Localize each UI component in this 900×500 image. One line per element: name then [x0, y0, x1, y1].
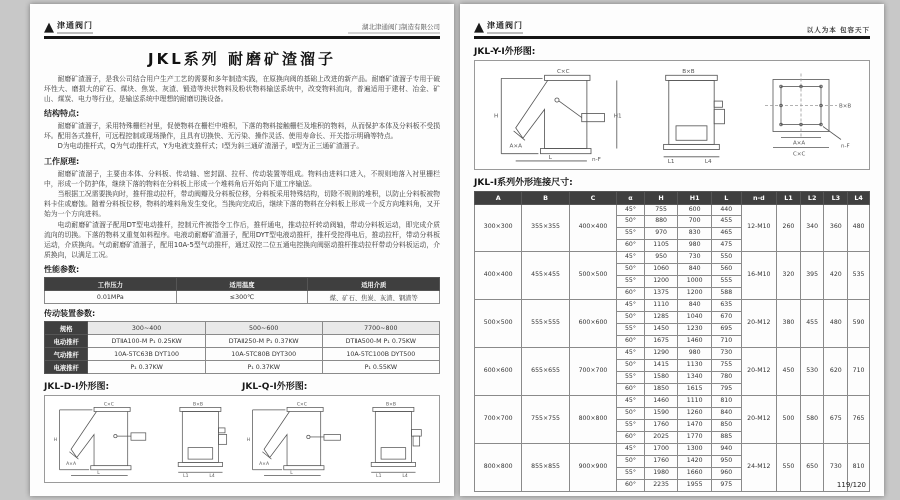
dims-l1-cell: 260: [777, 204, 801, 252]
dims-a-cell: 700×700: [475, 396, 522, 444]
dims-h-cell: 1060: [644, 264, 678, 276]
dims-l-cell: 635: [711, 300, 741, 312]
dims-nd-cell: 20-M12: [741, 300, 777, 348]
dims-heading: JKL-Ⅰ系列外形连接尺寸:: [474, 177, 573, 188]
dims-l3-cell: 620: [824, 348, 848, 396]
dims-h1-cell: 840: [678, 300, 712, 312]
drive-value-cell: DTⅡA500-M P₁ 0.75KW: [322, 335, 439, 348]
drawing-d-side-view: [49, 400, 160, 478]
dims-angle-cell: 55°: [617, 228, 645, 240]
dim-label: L: [548, 154, 552, 161]
outline-y-heading: JKL-Y-Ⅰ外形图:: [474, 46, 536, 57]
dims-l-cell: 465: [711, 228, 741, 240]
drive-value-cell: P₁ 0.37KW: [205, 361, 322, 374]
dims-h-cell: 1760: [644, 456, 678, 468]
outline-q-heading: JKL-Q-Ⅰ外形图:: [242, 382, 308, 393]
dims-l4-cell: 590: [848, 300, 870, 348]
dim-label: C×C: [103, 403, 114, 409]
dims-l3-cell: 675: [824, 396, 848, 444]
dims-h1-cell: 1615: [678, 384, 712, 396]
dims-l1-cell: 550: [777, 444, 801, 492]
dims-h1-cell: 1200: [678, 288, 712, 300]
dims-header-cell: L: [711, 191, 741, 204]
logo-triangle-icon: ▲: [44, 19, 54, 35]
dims-angle-cell: 60°: [617, 240, 645, 252]
drive-heading: 传动装置参数:: [44, 309, 96, 319]
dim-label: L4: [704, 158, 712, 164]
dims-h1-cell: 1040: [678, 312, 712, 324]
dims-data-row: [475, 348, 870, 360]
performance-value-row: [45, 291, 440, 304]
dims-angle-cell: 55°: [617, 324, 645, 336]
outline-d-heading: JKL-D-Ⅰ外形图:: [44, 382, 110, 393]
dims-l3-cell: 480: [824, 300, 848, 348]
dims-h1-cell: 1000: [678, 276, 712, 288]
dims-h-cell: 1285: [644, 312, 678, 324]
header-rule: [44, 36, 440, 39]
drawing-y-front-view: [640, 66, 744, 164]
dim-label: L: [290, 471, 293, 477]
dim-label: H1: [613, 113, 622, 120]
principle-paragraph-2: 当根据工况需要换向时，推杆推动拉杆，带动阀瓣及分料板位移，分料板采用特殊结构，切除不规则的堆积，以防止分料板被物料卡住或磨蚀。随着分料板位移，物料的堆料角发生变化，当换向完成后，继续下落的物料在分料板上形成一个反方向堆料角，又开始为一个方向进料。: [44, 190, 440, 219]
dims-h-cell: 1460: [644, 396, 678, 408]
header-rule: [474, 36, 870, 39]
drive-row-label: 气动推杆: [45, 348, 88, 361]
dims-header-cell: L3: [824, 191, 848, 204]
dims-nd-cell: 20-M12: [741, 348, 777, 396]
dims-h-cell: 1110: [644, 300, 678, 312]
dims-h1-cell: 830: [678, 228, 712, 240]
dims-l4-cell: 535: [848, 252, 870, 300]
dim-label: A×A: [509, 142, 522, 149]
dims-l2-cell: 650: [800, 444, 824, 492]
dims-h1-cell: 1460: [678, 336, 712, 348]
dims-header-cell: A: [475, 191, 522, 204]
dims-h-cell: 2025: [644, 432, 678, 444]
company-name: 湖北津通阀门制造有限公司: [362, 23, 440, 31]
page-title: JKL系列 耐磨矿渣溜子: [148, 49, 336, 68]
dim-label: L1: [183, 474, 189, 479]
performance-header-row: [45, 278, 440, 291]
dim-label: L1: [667, 158, 675, 164]
drive-row-label: 电液推杆: [45, 361, 88, 374]
dims-h1-cell: 980: [678, 240, 712, 252]
perf-header-cell: 适用温度: [176, 278, 308, 291]
dims-angle-cell: 45°: [617, 348, 645, 360]
dims-angle-cell: 50°: [617, 360, 645, 372]
drive-value-cell: 10A-5TC63B DYT100: [88, 348, 205, 361]
drawing-q-front-view: [353, 400, 435, 478]
dims-angle-cell: 55°: [617, 420, 645, 432]
dims-header-cell: L1: [777, 191, 801, 204]
dim-label: n-F: [591, 156, 601, 163]
left-page: [30, 4, 454, 496]
principle-heading: 工作原理:: [44, 156, 80, 166]
dims-l-cell: 755: [711, 360, 741, 372]
dims-data-row: [475, 444, 870, 456]
dims-angle-cell: 50°: [617, 312, 645, 324]
dims-h-cell: 970: [644, 228, 678, 240]
drive-table-row: [45, 348, 440, 361]
dims-angle-cell: 45°: [617, 204, 645, 216]
logo-subtext-line: [487, 32, 523, 34]
dims-angle-cell: 55°: [617, 276, 645, 288]
dims-h1-cell: 980: [678, 348, 712, 360]
dim-label: A×A: [793, 140, 806, 146]
dims-h1-cell: 1230: [678, 324, 712, 336]
dims-c-cell: 600×600: [569, 300, 616, 348]
dims-h-cell: 755: [644, 204, 678, 216]
dimensions-table: [474, 191, 870, 493]
dims-angle-cell: 55°: [617, 468, 645, 480]
drive-table-row: [45, 361, 440, 374]
dims-l-cell: 555: [711, 276, 741, 288]
dims-a-cell: 800×800: [475, 444, 522, 492]
drawing-y-side-view: [483, 66, 633, 164]
dims-l-cell: 695: [711, 324, 741, 336]
dims-h1-cell: 1130: [678, 360, 712, 372]
dim-label: C×C: [556, 68, 570, 75]
dims-l-cell: 810: [711, 396, 741, 408]
right-page-header: [474, 12, 870, 34]
dims-h-cell: 1200: [644, 276, 678, 288]
dims-h-cell: 1290: [644, 348, 678, 360]
outline-drawings-box-right: [474, 60, 870, 170]
dims-l-cell: 780: [711, 372, 741, 384]
drive-value-cell: P₁ 0.55KW: [322, 361, 439, 374]
perf-header-cell: 适用介质: [308, 278, 440, 291]
dim-label: C×C: [793, 151, 806, 157]
dim-label: B×B: [839, 103, 852, 109]
dims-header-cell: L2: [800, 191, 824, 204]
left-page-header: [44, 12, 440, 34]
dims-l2-cell: 455: [800, 300, 824, 348]
dim-label: B×B: [193, 403, 204, 409]
dims-b-cell: 555×555: [522, 300, 569, 348]
dims-b-cell: 855×855: [522, 444, 569, 492]
features-paragraph-1: 耐磨矿渣溜子，采用特殊栅栏衬里，促使物料在栅栏中堆积，下落的物料接触栅栏及堆积的物料，从而保护本体及分料板不受损坏。配用各式推杆，可远程控制或现场操作，且具有切换快、无污染、操作灵活、使用寿命长、开关指示明确等特点。: [44, 122, 440, 141]
dims-h1-cell: 1660: [678, 468, 712, 480]
dims-h-cell: 1590: [644, 408, 678, 420]
dim-label: L: [97, 471, 100, 477]
drive-table-row: [45, 322, 440, 335]
dims-l-cell: 940: [711, 444, 741, 456]
dims-header-cell: n-d: [741, 191, 777, 204]
drive-value-cell: 10A-5TC100B DYT500: [322, 348, 439, 361]
drive-row-label: 电动推杆: [45, 335, 88, 348]
dims-l1-cell: 450: [777, 348, 801, 396]
dims-angle-cell: 45°: [617, 396, 645, 408]
dims-angle-cell: 60°: [617, 480, 645, 492]
features-heading: 结构特点:: [44, 109, 80, 119]
dims-nd-cell: 20-M12: [741, 396, 777, 444]
dims-nd-cell: 24-M12: [741, 444, 777, 492]
perf-header-cell: 工作压力: [45, 278, 177, 291]
dims-l-cell: 960: [711, 468, 741, 480]
drive-value-cell: 7700~800: [322, 322, 439, 335]
performance-heading: 性能参数:: [44, 265, 80, 275]
dims-l-cell: 850: [711, 420, 741, 432]
dims-angle-cell: 50°: [617, 456, 645, 468]
dims-angle-cell: 45°: [617, 252, 645, 264]
dims-data-row: [475, 396, 870, 408]
company-slogan: 以人为本 包容天下: [806, 26, 870, 34]
drive-value-cell: 500~600: [205, 322, 322, 335]
dims-l-cell: 795: [711, 384, 741, 396]
dim-label: n-F: [841, 143, 850, 149]
drive-value-cell: DTAⅡ250-M P₁ 0.37KW: [205, 335, 322, 348]
dims-h1-cell: 1955: [678, 480, 712, 492]
dims-l-cell: 550: [711, 252, 741, 264]
dims-angle-cell: 45°: [617, 444, 645, 456]
logo-subtext-line: [57, 32, 93, 34]
dims-h1-cell: 1340: [678, 372, 712, 384]
dims-a-cell: 300×300: [475, 204, 522, 252]
dims-angle-cell: 50°: [617, 408, 645, 420]
dims-l-cell: 588: [711, 288, 741, 300]
perf-value-cell: ≤300℃: [176, 291, 308, 304]
dims-data-row: [475, 300, 870, 312]
perf-value-cell: 0.01MPa: [45, 291, 177, 304]
dims-h1-cell: 600: [678, 204, 712, 216]
drive-table-row: [45, 335, 440, 348]
dims-h-cell: 1105: [644, 240, 678, 252]
dims-c-cell: 400×400: [569, 204, 616, 252]
dims-header-cell: C: [569, 191, 616, 204]
dims-h-cell: 950: [644, 252, 678, 264]
dims-h1-cell: 730: [678, 252, 712, 264]
dims-h-cell: 2235: [644, 480, 678, 492]
dims-angle-cell: 60°: [617, 288, 645, 300]
dims-l4-cell: 765: [848, 396, 870, 444]
dims-l-cell: 885: [711, 432, 741, 444]
dims-h1-cell: 1110: [678, 396, 712, 408]
dims-l3-cell: 360: [824, 204, 848, 252]
dims-l1-cell: 320: [777, 252, 801, 300]
dims-a-cell: 400×400: [475, 252, 522, 300]
dims-b-cell: 655×655: [522, 348, 569, 396]
principle-paragraph-1: 耐磨矿渣溜子，主要由本体、分料板、传动轴、密封副、拉杆、传动装置等组成。物料由进料口进入，不规则地落入衬里栅栏中，形成一个防护体，继续下落的物料在分料板上形成一个堆料角后开始向下道工序输送。: [44, 169, 440, 188]
dims-l2-cell: 340: [800, 204, 824, 252]
dims-nd-cell: 12-M10: [741, 204, 777, 252]
dims-h-cell: 1850: [644, 384, 678, 396]
perf-value-cell: 煤、矿石、焦炭、灰渣、钢渣等: [308, 291, 440, 304]
dims-angle-cell: 60°: [617, 336, 645, 348]
dims-h-cell: 1375: [644, 288, 678, 300]
logo-text: 津通阀门: [57, 21, 93, 30]
dims-a-cell: 500×500: [475, 300, 522, 348]
dims-h1-cell: 1260: [678, 408, 712, 420]
performance-table: [44, 277, 440, 304]
dims-c-cell: 800×800: [569, 396, 616, 444]
dims-l-cell: 670: [711, 312, 741, 324]
dim-label: L4: [209, 474, 216, 479]
dims-l3-cell: 730: [824, 444, 848, 492]
dims-header-row: [475, 191, 870, 204]
dim-label: B×B: [682, 68, 695, 75]
dims-c-cell: 900×900: [569, 444, 616, 492]
dims-l2-cell: 580: [800, 396, 824, 444]
drive-value-cell: DTⅡA100-M P₁ 0.25KW: [88, 335, 205, 348]
dim-label: L1: [376, 474, 382, 479]
drive-value-cell: 300~400: [88, 322, 205, 335]
dims-a-cell: 600×600: [475, 348, 522, 396]
dims-l-cell: 710: [711, 336, 741, 348]
principle-paragraph-3: 电动耐磨矿渣溜子配用DT型电动推杆，控制元件被指令工作后，推杆通电，推动拉杆转动阀轴，带动分料板运动，即完成介质流向的切换。下落的物料又重复如料程序。电液动耐磨矿渣溜子，配用DYT型电液动推杆，推杆受控得电后，推动拉杆，带动分料板运动，介质换向。气动耐磨矿渣溜子，配用10A-5型气动推杆，通过双控二位五通电控换向阀驱动推杆推动拉杆带动分料板运动，介质换向，以满足工况。: [44, 220, 440, 260]
dims-h-cell: 1580: [644, 372, 678, 384]
dims-angle-cell: 50°: [617, 216, 645, 228]
dim-label: C×C: [296, 403, 307, 409]
dims-h-cell: 1980: [644, 468, 678, 480]
dims-c-cell: 700×700: [569, 348, 616, 396]
dims-header-cell: L4: [848, 191, 870, 204]
dims-l-cell: 975: [711, 480, 741, 492]
dims-h1-cell: 1770: [678, 432, 712, 444]
dim-label: H: [493, 113, 498, 120]
dims-l2-cell: 395: [800, 252, 824, 300]
dims-header-cell: α: [617, 191, 645, 204]
dims-l-cell: 560: [711, 264, 741, 276]
page-number: 119/120: [836, 481, 866, 489]
dim-label: A×A: [66, 462, 77, 468]
dims-l-cell: 475: [711, 240, 741, 252]
dims-l-cell: 950: [711, 456, 741, 468]
drive-value-cell: P₁ 0.37KW: [88, 361, 205, 374]
dims-l4-cell: 710: [848, 348, 870, 396]
dims-l1-cell: 500: [777, 396, 801, 444]
dims-h-cell: 1450: [644, 324, 678, 336]
right-page: [460, 4, 884, 496]
dim-label: H: [246, 438, 251, 444]
dims-h1-cell: 1420: [678, 456, 712, 468]
dims-angle-cell: 60°: [617, 384, 645, 396]
company-logo: [44, 20, 93, 34]
dims-header-cell: H1: [678, 191, 712, 204]
company-logo: [474, 20, 523, 34]
dims-header-cell: B: [522, 191, 569, 204]
dims-header-cell: H: [644, 191, 678, 204]
drawing-q-side-view: [242, 400, 353, 478]
dims-l-cell: 440: [711, 204, 741, 216]
dim-label: A×A: [259, 462, 270, 468]
dims-b-cell: 355×355: [522, 204, 569, 252]
drive-value-cell: 10A-5TC80B DYT300: [205, 348, 322, 361]
dims-h1-cell: 840: [678, 264, 712, 276]
dims-c-cell: 500×500: [569, 252, 616, 300]
dims-h-cell: 1760: [644, 420, 678, 432]
dims-h-cell: 880: [644, 216, 678, 228]
logo-triangle-icon: ▲: [474, 19, 484, 35]
drive-parameters-table: [44, 321, 440, 374]
dims-h1-cell: 700: [678, 216, 712, 228]
dims-b-cell: 455×455: [522, 252, 569, 300]
features-paragraph-2: D为电动推杆式，Q为气动推杆式，Y为电液支推杆式；Ⅰ型为斜三通矿渣溜子，Ⅱ型为正三通矿渣溜子。: [57, 142, 364, 151]
dims-h-cell: 1675: [644, 336, 678, 348]
dims-l3-cell: 420: [824, 252, 848, 300]
company-subtext-line: [348, 32, 440, 34]
dims-angle-cell: 45°: [617, 300, 645, 312]
dims-l4-cell: 810: [848, 444, 870, 492]
dims-l1-cell: 380: [777, 300, 801, 348]
dims-angle-cell: 50°: [617, 264, 645, 276]
drawing-y-flange-view: [751, 66, 861, 164]
dims-l-cell: 730: [711, 348, 741, 360]
drawing-d-front-view: [160, 400, 242, 478]
dims-h1-cell: 1300: [678, 444, 712, 456]
dims-h1-cell: 1470: [678, 420, 712, 432]
dims-l-cell: 840: [711, 408, 741, 420]
dims-h-cell: 1700: [644, 444, 678, 456]
dims-data-row: [475, 252, 870, 264]
dims-b-cell: 755×755: [522, 396, 569, 444]
dims-data-row: [475, 204, 870, 216]
dims-l-cell: 455: [711, 216, 741, 228]
dim-label: L4: [402, 474, 409, 479]
dim-label: H: [53, 438, 58, 444]
dims-h-cell: 1415: [644, 360, 678, 372]
dims-l4-cell: 480: [848, 204, 870, 252]
outline-drawings-box-left: [44, 395, 440, 483]
dims-angle-cell: 55°: [617, 372, 645, 384]
dims-angle-cell: 60°: [617, 432, 645, 444]
intro-paragraph: 耐磨矿渣溜子，是我公司结合用户生产工艺的需要和多年制造实践，在原换向阀的基础上改进的新产品。耐磨矿渣溜子专用于破坏性大、磨损大的矿石、煤块、焦炭、灰渣、锻造等块状物料及粉状物料输送系统中，改变物料流向，普遍适用于建材、冶金、矿山、煤炭、电力等行业，是输送系统中理想的耐磨切换设备。: [44, 74, 440, 103]
dim-label: B×B: [386, 403, 397, 409]
logo-text: 津通阀门: [487, 21, 523, 30]
dims-nd-cell: 16-M10: [741, 252, 777, 300]
dims-l2-cell: 530: [800, 348, 824, 396]
drive-row-label: 规格: [45, 322, 88, 335]
